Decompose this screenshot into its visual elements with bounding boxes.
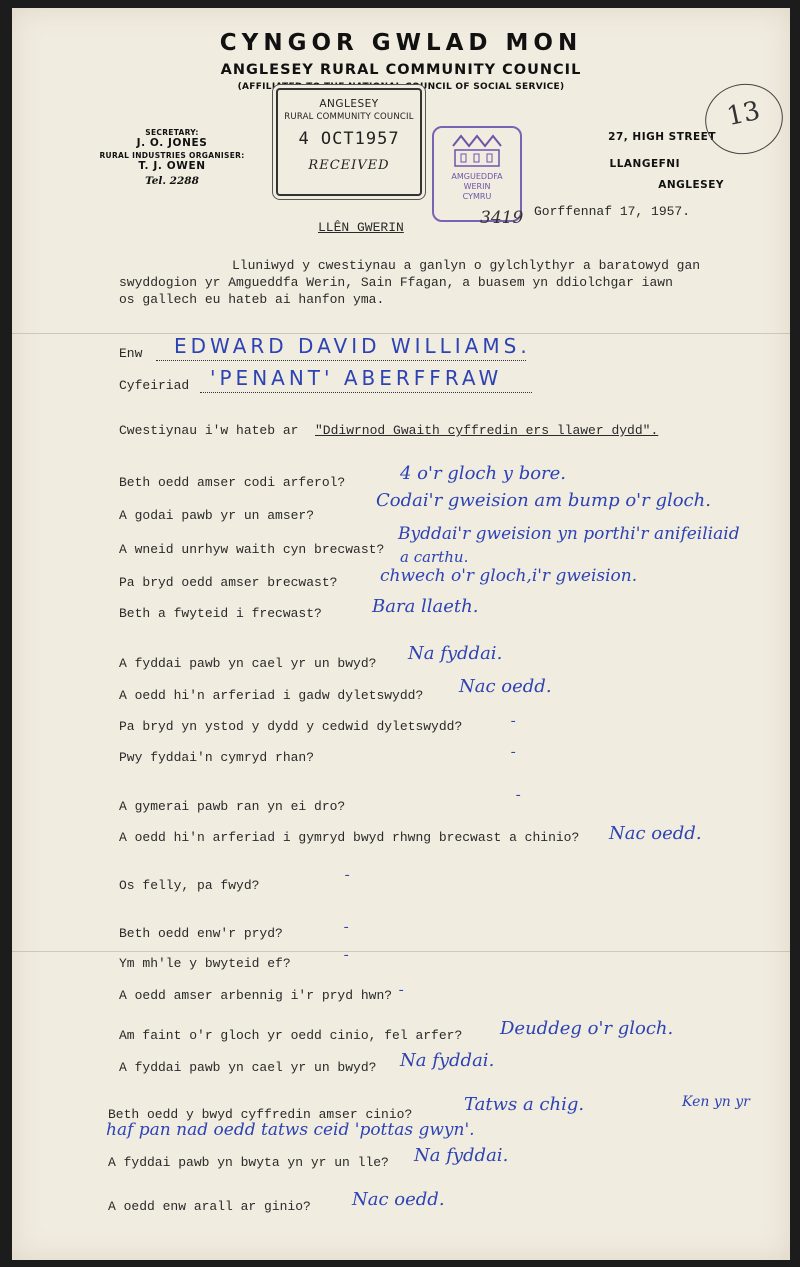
question-10: A gymerai pawb ran yn ei dro? bbox=[119, 799, 346, 814]
question-15: A oedd amser arbennig i'r pryd hwn? bbox=[119, 988, 393, 1003]
answer-20: Nac oedd. bbox=[352, 1189, 445, 1210]
answer-9: - bbox=[509, 745, 518, 761]
question-7: A oedd hi'n arferiad i gadw dyletswydd? bbox=[119, 688, 424, 703]
letterhead-affiliation: (AFFILIATED TO THE NATIONAL COUNCIL OF SOCIAL SERVICE) bbox=[237, 82, 565, 92]
question-8: Pa bryd yn ystod y dydd y cedwid dyletswydd? bbox=[119, 719, 463, 734]
answer-15: - bbox=[397, 983, 406, 999]
address-dotted-line bbox=[200, 392, 532, 393]
questions-topic: "Ddiwrnod Gwaith cyffredin ers llawer dydd". bbox=[315, 423, 659, 438]
question-4: Pa bryd oedd amser brecwast? bbox=[119, 575, 338, 590]
answer-14: - bbox=[342, 948, 351, 964]
museum-stamp-line-1: AMGUEDDFA bbox=[451, 172, 503, 181]
answer-3-continued: a carthu. bbox=[400, 548, 469, 566]
answer-12: - bbox=[343, 868, 352, 884]
question-16: Am faint o'r gloch yr oedd cinio, fel arfer? bbox=[119, 1028, 463, 1043]
question-13: Beth oedd enw'r pryd? bbox=[119, 926, 283, 941]
intro-line-1: Lluniwyd y cwestiynau a ganlyn o gylchlythyr a baratowyd gan bbox=[232, 258, 701, 273]
organiser-label: RURAL INDUSTRIES ORGANISER: bbox=[99, 151, 245, 160]
question-1: Beth oedd amser codi arferol? bbox=[119, 475, 346, 490]
museum-stamp-line-3: CYMRU bbox=[462, 192, 492, 201]
question-6: A fyddai pawb yn cael yr un bwyd? bbox=[119, 656, 377, 671]
archive-number: 3419 bbox=[480, 208, 524, 228]
answer-4: chwech o'r gloch,i'r gweision. bbox=[380, 566, 638, 586]
question-12: Os felly, pa fwyd? bbox=[119, 878, 260, 893]
answer-18-line-2: haf pan nad oedd tatws ceid 'pottas gwyn'. bbox=[106, 1120, 475, 1140]
telephone: Tel. 2288 bbox=[145, 175, 199, 187]
answer-8: - bbox=[509, 714, 518, 730]
answer-6: Na fyddai. bbox=[408, 643, 503, 664]
document-page bbox=[12, 8, 790, 1260]
question-17: A fyddai pawb yn cael yr un bwyd? bbox=[119, 1060, 377, 1075]
answer-10: - bbox=[514, 788, 523, 804]
answer-2: Codai'r gweision am bump o'r gloch. bbox=[376, 490, 711, 511]
name-value: EDWARD DAVID WILLIAMS. bbox=[174, 334, 531, 358]
question-19: A fyddai pawb yn bwyta yn yr un lle? bbox=[108, 1155, 389, 1170]
question-11: A oedd hi'n arferiad i gymryd bwyd rhwng brecwast a chinio? bbox=[119, 830, 580, 845]
castle-icon bbox=[447, 132, 507, 170]
answer-18: Tatws a chig. bbox=[464, 1094, 585, 1115]
address-line-1: 27, HIGH STREET bbox=[608, 131, 716, 143]
letterhead-contacts bbox=[82, 128, 262, 187]
name-dotted-line bbox=[156, 360, 526, 361]
address-label: Cyfeiriad bbox=[119, 378, 190, 393]
question-2: A godai pawb yr un amser? bbox=[119, 508, 315, 523]
stamp-line-1: ANGLESEY bbox=[319, 98, 379, 110]
answer-7: Nac oedd. bbox=[459, 676, 552, 697]
letterhead-title: CYNGOR GWLAD MON bbox=[219, 30, 583, 56]
fold-line bbox=[12, 951, 790, 952]
heading: LLÊN GWERIN bbox=[318, 220, 404, 235]
question-3: A wneid unrhyw waith cyn brecwast? bbox=[119, 542, 385, 557]
stamp-date: 4 OCT1957 bbox=[298, 129, 400, 149]
answer-5: Bara llaeth. bbox=[372, 596, 479, 617]
museum-stamp-line-2: WERIN bbox=[463, 182, 491, 191]
address-line-3: ANGLESEY bbox=[658, 179, 724, 191]
answer-17: Na fyddai. bbox=[400, 1050, 495, 1071]
questions-intro: Cwestiynau i'w hateb ar bbox=[119, 423, 299, 438]
answer-19: Na fyddai. bbox=[414, 1145, 509, 1166]
question-20: A oedd enw arall ar ginio? bbox=[108, 1199, 311, 1214]
secretary-label: SECRETARY: bbox=[145, 128, 199, 137]
intro-line-2: swyddogion yr Amgueddfa Werin, Sain Ffagan, a buasem yn ddiolchgar iawn bbox=[119, 275, 673, 290]
answer-18-continued: Ken yn yr bbox=[682, 1094, 750, 1110]
received-stamp bbox=[276, 88, 422, 196]
question-9: Pwy fyddai'n cymryd rhan? bbox=[119, 750, 315, 765]
answer-1: 4 o'r gloch y bore. bbox=[400, 463, 567, 484]
answer-13: - bbox=[342, 920, 351, 936]
intro-line-3: os gallech eu hateb ai hanfon yma. bbox=[119, 292, 385, 307]
letterhead-subtitle: ANGLESEY RURAL COMMUNITY COUNCIL bbox=[220, 62, 582, 78]
address-line-2: LLANGEFNI bbox=[609, 158, 680, 170]
address-value: 'PENANT' ABERFFRAW bbox=[210, 366, 503, 390]
answer-3: Byddai'r gweision yn porthi'r anifeiliaid bbox=[398, 524, 740, 544]
question-14: Ym mh'le y bwyteid ef? bbox=[119, 956, 291, 971]
question-5: Beth a fwyteid i frecwast? bbox=[119, 606, 322, 621]
answer-11: Nac oedd. bbox=[609, 823, 702, 844]
answer-16: Deuddeg o'r gloch. bbox=[500, 1018, 674, 1039]
page-number: 13 bbox=[724, 95, 763, 133]
letter-date: Gorffennaf 17, 1957. bbox=[534, 204, 691, 219]
secretary-name: J. O. JONES bbox=[136, 137, 208, 149]
stamp-line-2: RURAL COMMUNITY COUNCIL bbox=[284, 112, 414, 122]
name-label: Enw bbox=[119, 346, 143, 361]
organiser-name: T. J. OWEN bbox=[138, 160, 206, 172]
stamp-status: RECEIVED bbox=[308, 158, 390, 173]
question-18: Beth oedd y bwyd cyffredin amser cinio? bbox=[108, 1107, 413, 1122]
